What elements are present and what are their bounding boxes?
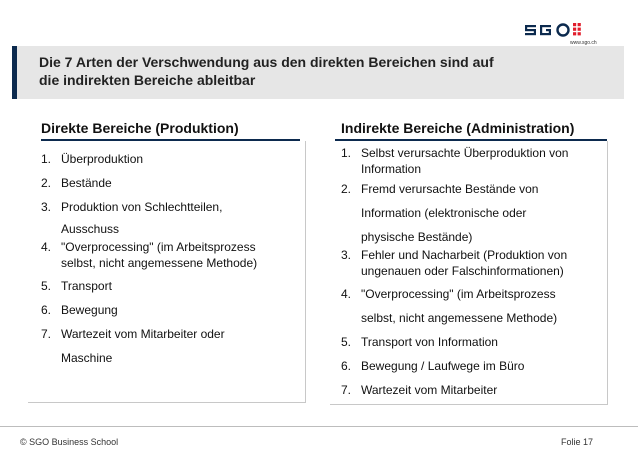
list-item-number: 4.: [341, 287, 352, 301]
list-item-text: Transport: [61, 279, 112, 293]
list-item-text-continued: Ausschuss: [61, 222, 120, 236]
slide-number: Folie 17: [560, 437, 593, 447]
list-item-number: 4.: [41, 240, 52, 254]
list-item-number: 3.: [341, 248, 352, 262]
list-item-text: "Overprocessing" (im Arbeitsprozess: [61, 240, 256, 254]
list-item-text: Selbst verursachte Überproduktion von: [361, 146, 569, 160]
list-item-text-continued: Information: [361, 162, 422, 176]
list-item-number: 5.: [41, 279, 52, 293]
logo-domain: www.sgo.ch: [570, 40, 597, 46]
list-item-text-continued: ungenauen oder Falschinformationen): [361, 264, 564, 278]
list-item-text: Wartezeit vom Mitarbeiter: [361, 383, 498, 397]
list-item-text: Produktion von Schlechtteilen,: [61, 200, 223, 214]
list-item-text: Fehler und Nacharbeit (Produktion von: [361, 248, 568, 262]
list-item-number: 6.: [341, 359, 352, 373]
list-item-text-continued: selbst, nicht angemessene Methode): [361, 311, 558, 325]
list-item-number: 1.: [341, 146, 352, 160]
list-item-number: 7.: [41, 327, 52, 341]
footer-copyright: © SGO Business School: [20, 437, 119, 447]
list-item-text: Fremd verursachte Bestände von: [361, 182, 539, 196]
slide-title-line-1: Die 7 Arten der Verschwendung aus den direkten Bereichen sind auf: [39, 54, 494, 70]
list-item-text: Bewegung / Laufwege im Büro: [361, 359, 525, 373]
list-item-number: 1.: [41, 152, 52, 166]
list-item-number: 3.: [41, 200, 52, 214]
slide-title-line-2: die indirekten Bereiche ableitbar: [39, 72, 256, 88]
right-column-heading: Indirekte Bereiche (Administration): [341, 120, 575, 136]
list-item-number: 5.: [341, 335, 352, 349]
left-column-heading: Direkte Bereiche (Produktion): [41, 120, 239, 136]
list-item-number: 2.: [41, 176, 52, 190]
list-item-text-continued: Information (elektronische oder: [361, 206, 527, 220]
list-item-text: Bestände: [61, 176, 112, 190]
list-item-text-continued: physische Bestände): [361, 230, 473, 244]
sgo-logo: [523, 16, 609, 48]
title-bar: [12, 46, 624, 99]
slide-title: [39, 53, 494, 89]
list-item-text: "Overprocessing" (im Arbeitsprozess: [361, 287, 556, 301]
list-item-text: Transport von Information: [361, 335, 498, 349]
list-item-number: 2.: [341, 182, 352, 196]
list-item-text: Überproduktion: [61, 152, 144, 166]
list-item-text-continued: selbst, nicht angemessene Methode): [61, 256, 258, 270]
list-item-text-continued: Maschine: [61, 351, 113, 365]
footer-rule: [0, 426, 638, 427]
list-item-number: 6.: [41, 303, 52, 317]
list-item-text: Wartezeit vom Mitarbeiter oder: [61, 327, 225, 341]
list-item-text: Bewegung: [61, 303, 118, 317]
list-item-number: 7.: [341, 383, 352, 397]
